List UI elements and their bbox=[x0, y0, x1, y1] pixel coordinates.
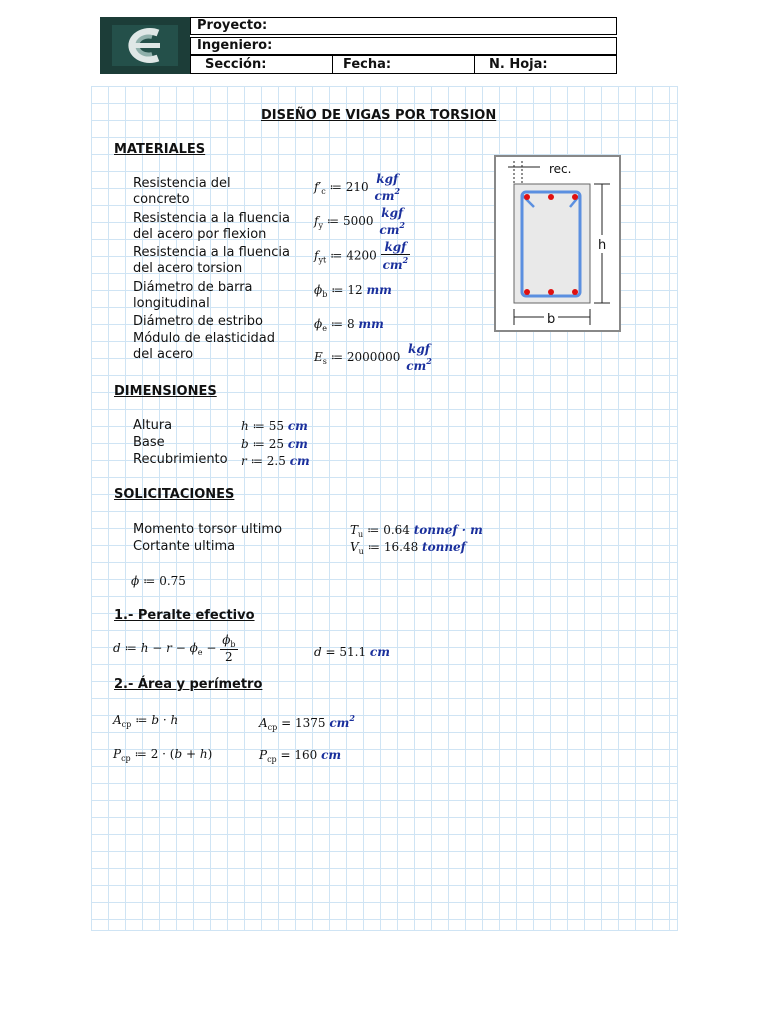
base-unit: cm bbox=[287, 437, 308, 451]
phie-label: Diámetro de estribo bbox=[133, 314, 263, 329]
fy-equation: $f_y$ ≔ 5000 kgf $cm^2$ bbox=[314, 206, 405, 237]
acp-result-value: 1375 bbox=[294, 716, 326, 730]
ingeniero-label: Ingeniero: bbox=[197, 38, 273, 53]
materiales-heading: MATERIALES bbox=[114, 142, 206, 157]
d-formula: d ≔ $h - r - \phi_e$ − $\frac{\phi_b}{2}$ bbox=[113, 633, 236, 664]
phib-equation: $\phi_b$ ≔ 12 mm bbox=[314, 283, 392, 299]
recub-label: Recubrimiento bbox=[133, 452, 228, 467]
doc-title: DISEÑO DE VIGAS POR TORSION bbox=[261, 108, 497, 123]
rebar-bottom-right bbox=[572, 289, 578, 295]
beam-section-diagram bbox=[494, 155, 621, 332]
rebar-bottom-left bbox=[524, 289, 530, 295]
fc-label: Resistencia del concreto bbox=[133, 176, 231, 207]
vu-unit: tonnef bbox=[422, 540, 466, 554]
vu-label: Cortante ultima bbox=[133, 539, 236, 554]
fyt-unit-num: kgf bbox=[384, 240, 407, 254]
altura-equation: h ≔ 55 cm bbox=[241, 419, 308, 433]
pcp-formula: $P_{cp}$ ≔ 2 · (b + h) bbox=[113, 747, 213, 763]
phib-label: Diámetro de barra longitudinal bbox=[133, 280, 253, 311]
phi-value: 0.75 bbox=[159, 574, 186, 588]
phie-equation: $\phi_e$ ≔ 8 mm bbox=[314, 317, 384, 333]
rec-label: rec. bbox=[549, 162, 572, 176]
rebar-top-left bbox=[524, 194, 530, 200]
tu-label: Momento torsor ultimo bbox=[133, 522, 283, 537]
proyecto-label: Proyecto: bbox=[197, 18, 268, 33]
phie-value: 8 bbox=[346, 317, 355, 331]
fc-value: 210 bbox=[345, 180, 369, 194]
fyt-label: Resistencia a la fluencia del acero torsion bbox=[133, 245, 290, 276]
pcp-result-unit: cm bbox=[321, 748, 342, 762]
acp-result: $A_{cp} = 1375$ $cm^2$ bbox=[259, 713, 355, 732]
base-value: 25 bbox=[268, 437, 284, 451]
pcp-result: $P_{cp} = 160$ cm bbox=[259, 748, 342, 764]
fy-label: Resistencia a la fluencia del acero por flexion bbox=[133, 211, 290, 242]
es-unit-num: kgf bbox=[408, 342, 430, 356]
recub-value: 2.5 bbox=[266, 454, 286, 468]
proyecto-field bbox=[190, 17, 617, 35]
altura-label: Altura bbox=[133, 418, 173, 433]
es-label: Módulo de elasticidad del acero bbox=[133, 331, 276, 362]
rebar-bottom-middle bbox=[548, 289, 554, 295]
ingeniero-field bbox=[190, 37, 617, 55]
fecha-field bbox=[332, 55, 475, 74]
altura-unit: cm bbox=[287, 419, 308, 433]
base-equation: b ≔ 25 cm bbox=[241, 437, 308, 451]
logo-icon bbox=[100, 17, 190, 74]
tu-unit: tonnef · m bbox=[413, 523, 483, 537]
fyt-equation: $f_{yt}$ ≔ 4200 $\frac{\text{kgf}}{cm^2}$ bbox=[314, 240, 409, 272]
phib-value: 12 bbox=[347, 283, 363, 297]
fy-unit-num: kgf bbox=[381, 206, 404, 220]
fecha-label: Fecha: bbox=[343, 57, 392, 72]
es-value: 2000000 bbox=[346, 350, 401, 364]
recub-equation: r ≔ 2.5 cm bbox=[241, 454, 310, 468]
recub-unit: cm bbox=[289, 454, 310, 468]
es-equation: $E_s$ ≔ 2000000 kgf $cm^2$ bbox=[314, 342, 432, 373]
seccion-label: Sección: bbox=[205, 57, 267, 72]
es-unit-den: cm bbox=[406, 359, 427, 373]
b-dimension-label: b bbox=[547, 312, 556, 327]
rebar-top-middle bbox=[548, 194, 554, 200]
fy-value: 5000 bbox=[343, 214, 374, 228]
fc-equation: $f'_c$ ≔ 210 kgf $cm^2$ bbox=[314, 172, 401, 203]
tu-equation: $T_u$ ≔ 0.64 tonnef · m bbox=[350, 523, 483, 539]
tu-value: 0.64 bbox=[383, 523, 410, 537]
dimensiones-heading: DIMENSIONES bbox=[114, 384, 217, 399]
acp-result-unit: cm bbox=[329, 716, 350, 730]
fc-unit-num: kgf bbox=[376, 172, 399, 186]
peralte-heading: 1.- Peralte efectivo bbox=[114, 608, 255, 623]
altura-value: 55 bbox=[268, 419, 285, 433]
hoja-field bbox=[474, 55, 617, 74]
phib-unit: mm bbox=[366, 283, 392, 297]
phi-equation: ϕ ≔ 0.75 bbox=[131, 574, 186, 588]
fyt-unit-den: cm bbox=[382, 258, 403, 272]
fyt-value: 4200 bbox=[346, 248, 377, 263]
solicitaciones-heading: SOLICITACIONES bbox=[114, 487, 235, 502]
company-logo bbox=[100, 17, 190, 74]
h-dimension-label: h bbox=[598, 238, 607, 253]
phie-unit: mm bbox=[358, 317, 384, 331]
area-heading: 2.- Área y perímetro bbox=[114, 677, 263, 692]
vu-equation: $V_u$ ≔ 16.48 tonnef bbox=[350, 540, 466, 556]
d-result: d = 51.1 cm bbox=[314, 645, 390, 659]
base-label: Base bbox=[133, 435, 165, 450]
rebar-top-right bbox=[572, 194, 578, 200]
pcp-result-value: 160 bbox=[294, 748, 318, 762]
hoja-label: N. Hoja: bbox=[489, 57, 548, 72]
fy-unit-den: cm bbox=[379, 223, 400, 237]
fc-unit-den: cm bbox=[374, 189, 395, 203]
seccion-field bbox=[190, 55, 333, 74]
d-result-unit: cm bbox=[369, 645, 390, 659]
vu-value: 16.48 bbox=[383, 540, 419, 554]
d-result-value: 51.1 bbox=[339, 645, 367, 659]
acp-formula: $A_{cp}$ ≔ b · h bbox=[113, 713, 179, 729]
